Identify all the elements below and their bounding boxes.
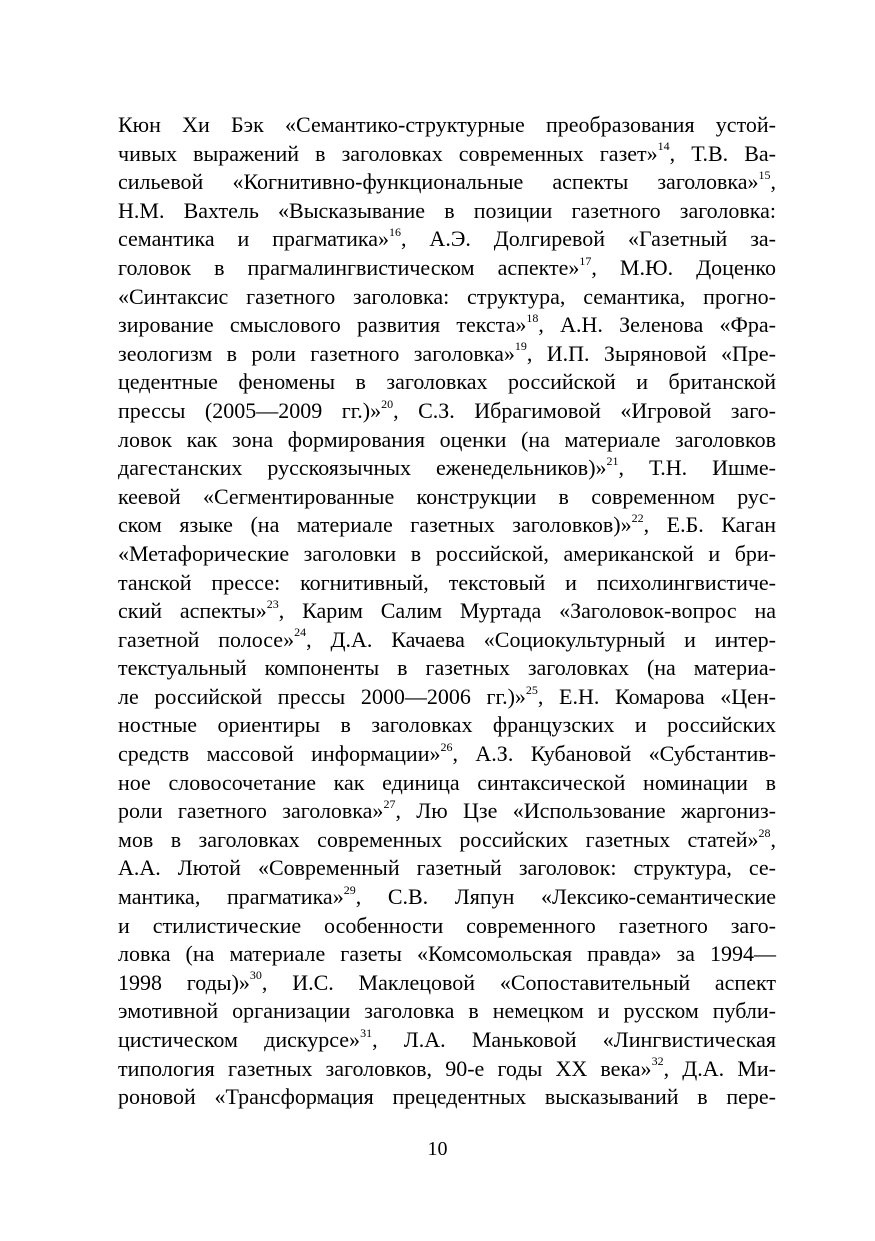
- text-segment: , А.Э. Долгиревой «Газетный за-: [401, 226, 777, 252]
- footnote-reference: 15: [758, 167, 771, 182]
- text-segment: дагестанских русскоязычных еженедельников)»: [118, 455, 607, 481]
- text-segment: зирование смыслового развития текста»: [118, 312, 527, 338]
- footnote-reference: 14: [657, 139, 670, 154]
- text-segment: цистическом дискурсе»: [118, 1027, 361, 1052]
- text-segment: эмотивной организации заголовка в немецком и русском публи-: [118, 998, 776, 1024]
- text-line: [118, 997, 776, 1026]
- footnote-reference: 19: [514, 339, 527, 354]
- text-segment: , Т.Н. Ишме-: [618, 455, 776, 481]
- text-line: [118, 683, 776, 712]
- text-segment: , Карим Салим Муртада «Заголовок-вопрос на: [278, 598, 776, 624]
- footnote-reference: 16: [389, 225, 401, 240]
- text-line: [118, 454, 776, 483]
- footnote-reference: 23: [266, 596, 279, 611]
- text-segment: , Л.А. Маньковой «Лингвистическая: [372, 1027, 776, 1052]
- text-line: [118, 168, 776, 197]
- text-line: [118, 740, 776, 769]
- footnote-reference: 32: [651, 1054, 664, 1069]
- text-segment: роновой «Трансформация прецедентных высказываний в пере-: [118, 1084, 776, 1110]
- text-segment: , Лю Цзе «Использование жаргониз-: [395, 798, 776, 824]
- text-segment: , Е.Н. Комарова «Цен-: [537, 683, 776, 709]
- page-number: 10: [427, 1138, 448, 1160]
- text-segment: , Д.А. Ми-: [663, 1055, 776, 1081]
- text-segment: газетной полосе»: [118, 626, 295, 652]
- text-segment: мов в заголовках современных российских газетных статей»: [118, 826, 759, 852]
- footnote-reference: 21: [606, 453, 619, 468]
- text-line: [118, 626, 776, 655]
- text-segment: средств массовой информации»: [118, 741, 441, 767]
- text-line: [118, 912, 776, 941]
- text-segment: чивых выражений в заголовках современных газет»: [118, 140, 658, 166]
- text-segment: текстуальный компоненты в газетных заголовках (на материа-: [118, 655, 776, 681]
- text-line: [118, 1026, 776, 1055]
- text-line: [118, 1083, 776, 1112]
- text-segment: типология газетных заголовков, 90-е годы XX века»: [118, 1055, 652, 1081]
- text-segment: , И.П. Зыряновой «Пре-: [526, 340, 776, 366]
- text-line: [118, 254, 776, 283]
- text-segment: кеевой «Сегментированные конструкции в современном рус-: [118, 483, 776, 509]
- text-segment: , Д.А. Качаева «Социокультурный и интер-: [306, 626, 776, 652]
- text-segment: головок в прагмалингвистическом аспекте»: [118, 254, 580, 280]
- text-segment: ле российской прессы 2000—2006 гг.)»: [118, 683, 526, 709]
- text-line: [118, 311, 776, 340]
- text-line: [118, 1055, 776, 1084]
- footnote-reference: 30: [249, 968, 262, 983]
- text-line: [118, 511, 776, 540]
- text-line: [118, 769, 776, 798]
- footnote-reference: 20: [381, 396, 394, 411]
- text-line: [118, 483, 776, 512]
- text-segment: ное словосочетание как единица синтаксической номинации в: [118, 769, 776, 795]
- text-segment: сильевой «Когнитивно-функциональные аспекты заголовка»: [118, 169, 759, 195]
- footnote-reference: 24: [294, 625, 307, 640]
- text-segment: ловка (на материале газеты «Комсомольская правда» за 1994—: [118, 941, 776, 967]
- text-segment: Н.М. Вахтель «Высказывание в позиции газетного заголовка:: [118, 197, 776, 223]
- footnote-reference: 18: [526, 310, 539, 325]
- text-line: [118, 711, 776, 740]
- footnote-reference: 29: [343, 882, 356, 897]
- text-segment: ском языке (на материале газетных заголовков)»: [118, 512, 632, 538]
- text-line: [118, 225, 776, 254]
- text-segment: ностные ориентиры в заголовках французских и российских: [118, 712, 776, 738]
- text-segment: танской прессе: когнитивный, текстовый и психолингвистиче-: [118, 569, 776, 595]
- text-segment: , А.Н. Зеленова «Фра-: [538, 312, 776, 338]
- text-segment: «Метафорические заголовки в российской, американской и бри-: [118, 540, 776, 566]
- footnote-reference: 25: [525, 682, 538, 697]
- footnote-reference: 28: [758, 825, 771, 840]
- text-segment: цедентные феномены в заголовках российской и британской: [118, 369, 776, 395]
- footnote-reference: 22: [631, 510, 644, 525]
- text-segment: прессы (2005—2009 гг.)»: [118, 397, 382, 423]
- text-line: [118, 597, 776, 626]
- text-line: [118, 397, 776, 426]
- text-segment: , Т.В. Ва-: [669, 140, 776, 166]
- text-segment: зеологизм в роли газетного заголовка»: [118, 340, 515, 366]
- text-segment: 1998 годы)»: [118, 969, 250, 995]
- text-segment: ,: [770, 169, 776, 195]
- text-line: [118, 340, 776, 369]
- body-text: [118, 111, 776, 1112]
- text-segment: «Синтаксис газетного заголовка: структура, семантика, прогно-: [118, 283, 776, 309]
- footnote-reference: 31: [360, 1025, 373, 1040]
- text-segment: семантика и прагматика»: [118, 226, 389, 252]
- text-line: [118, 197, 776, 226]
- text-line: [118, 569, 776, 598]
- text-line: [118, 826, 776, 855]
- text-segment: ловок как зона формирования оценки (на материале заголовков: [118, 426, 776, 452]
- footnote-reference: 27: [383, 796, 396, 811]
- text-segment: , Е.Б. Каган: [643, 512, 776, 538]
- text-segment: Кюн Хи Бэк «Семантико-структурные преобразования устой-: [118, 112, 776, 137]
- text-segment: , И.С. Маклецовой «Сопоставительный аспект: [261, 969, 776, 995]
- text-segment: , С.З. Ибрагимовой «Игровой заго-: [393, 397, 776, 423]
- footnote-reference: 17: [579, 253, 592, 268]
- text-segment: , М.Ю. Доценко: [591, 254, 776, 280]
- text-segment: А.А. Лютой «Современный газетный заголовок: структура, се-: [118, 855, 776, 881]
- text-line: [118, 969, 776, 998]
- footnote-reference: 26: [440, 739, 453, 754]
- text-line: [118, 368, 776, 397]
- text-line: [118, 883, 776, 912]
- text-line: [118, 940, 776, 969]
- text-line: [118, 654, 776, 683]
- text-segment: роли газетного заголовка»: [118, 798, 384, 824]
- text-segment: мантика, прагматика»: [118, 884, 344, 910]
- text-line: [118, 283, 776, 312]
- text-line: [118, 426, 776, 455]
- text-line: [118, 540, 776, 569]
- text-segment: и стилистические особенности современного газетного заго-: [118, 912, 776, 938]
- text-segment: , А.З. Кубановой «Субстантив-: [452, 741, 776, 767]
- text-line: [118, 854, 776, 883]
- text-line: [118, 797, 776, 826]
- text-segment: ский аспекты»: [118, 598, 267, 624]
- text-line: [118, 111, 776, 140]
- text-segment: ,: [770, 826, 776, 852]
- text-segment: , С.В. Ляпун «Лексико-семантические: [355, 884, 776, 910]
- text-line: [118, 140, 776, 169]
